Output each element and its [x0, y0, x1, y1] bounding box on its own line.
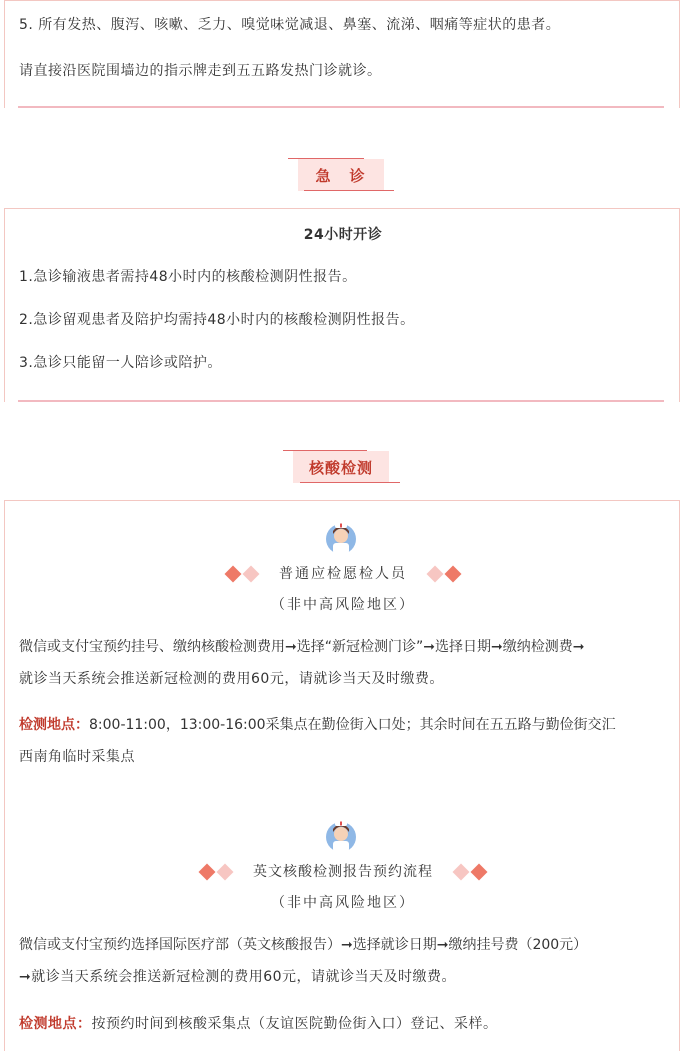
symptom-item-5: 5. 所有发热、腹泻、咳嗽、乏力、嗅觉味觉减退、鼻塞、流涕、咽痛等症状的患者。 — [19, 17, 561, 33]
section1-subtitle: （非中高风险地区） — [271, 597, 415, 613]
emergency-hours: 24小时开诊 — [303, 227, 383, 243]
badge-bottom-line — [300, 482, 400, 483]
nucleic-card — [4, 500, 680, 1051]
section1-title-row — [5, 558, 681, 590]
badge-bottom-line — [304, 190, 394, 191]
diamond-icon — [225, 566, 242, 583]
fever-clinic-card — [4, 0, 680, 108]
section-divider — [18, 106, 664, 108]
diamond-icon — [199, 864, 216, 881]
section2-location — [19, 1008, 498, 1040]
section1-location-line2: 西南角临时采集点 — [19, 749, 135, 765]
location-text: 按预约时间到核酸采集点（友谊医院勤俭街入口）登记、采样。 — [91, 1016, 498, 1032]
emergency-item-1: 1.急诊输液患者需持48小时内的核酸检测阴性报告。 — [19, 269, 357, 285]
diamond-icon — [217, 864, 234, 881]
diamond-icon — [452, 864, 469, 881]
section1-body-line2: 就诊当天系统会推送新冠检测的费用60元，请就诊当天及时缴费。 — [19, 671, 444, 687]
diamond-icon — [444, 566, 461, 583]
nucleic-badge: 核酸检测 — [293, 451, 389, 483]
location-label: 检测地点： — [19, 717, 89, 733]
emergency-item-2: 2.急诊留观患者及陪护均需持48小时内的核酸检测阴性报告。 — [19, 312, 415, 328]
nurse-icon — [324, 817, 358, 853]
emergency-item-3: 3.急诊只能留一人陪诊或陪护。 — [19, 355, 222, 371]
diamond-icon — [426, 566, 443, 583]
section2-body-line2: ➞就诊当天系统会推送新冠检测的费用60元，请就诊当天及时缴费。 — [19, 969, 457, 985]
section2-body-line1: 微信或支付宝预约选择国际医疗部（英文核酸报告）➞选择就诊日期➞缴纳挂号费（200元） — [19, 937, 588, 953]
location-text: 8:00-11:00，13:00-16:00采集点在勤俭街入口处；其余时间在五五路与勤俭街交汇 — [89, 717, 616, 733]
section1-location-line1 — [19, 709, 616, 741]
location-label: 检测地点： — [19, 1016, 92, 1032]
diamond-icon — [470, 864, 487, 881]
nurse-icon — [324, 519, 358, 555]
fever-clinic-guide: 请直接沿医院围墙边的指示牌走到五五路发热门诊就诊。 — [19, 63, 382, 79]
emergency-badge: 急 诊 — [298, 159, 384, 191]
diamond-icon — [243, 566, 260, 583]
emergency-card — [4, 208, 680, 402]
section2-title: 英文核酸检测报告预约流程 — [253, 864, 433, 880]
section2-title-row — [5, 856, 681, 888]
section1-title: 普通应检愿检人员 — [279, 566, 407, 582]
section-divider — [18, 400, 664, 402]
section1-body-line1: 微信或支付宝预约挂号、缴纳核酸检测费用➞选择“新冠检测门诊”➞选择日期➞缴纳检测费➞ — [19, 639, 585, 655]
section2-subtitle: （非中高风险地区） — [271, 895, 415, 911]
